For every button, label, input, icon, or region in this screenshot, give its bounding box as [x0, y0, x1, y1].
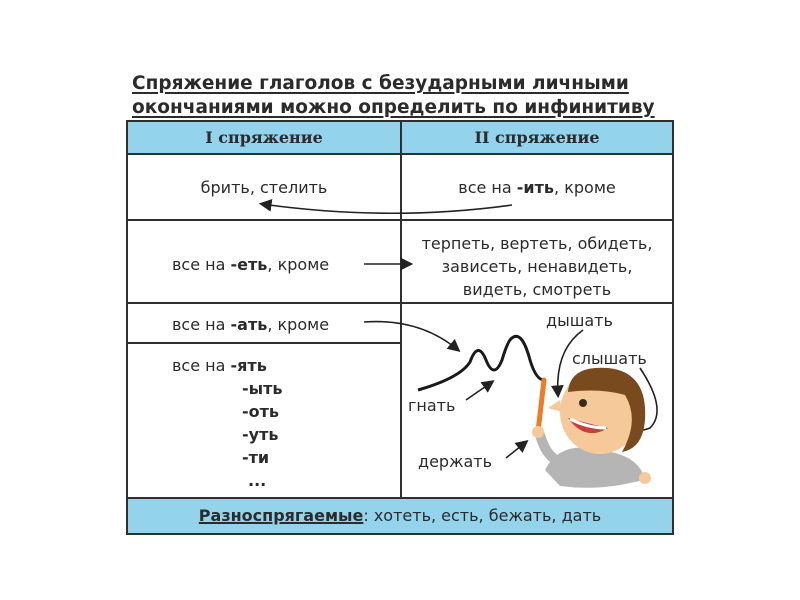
word-hold: держать [418, 452, 493, 471]
word-hear: слышать [572, 349, 647, 368]
row2-left-ending: -еть [230, 255, 268, 274]
word-breathe: дышать [546, 311, 613, 330]
exception-line-3: видеть, смотреть [462, 280, 612, 299]
row-divider-1 [128, 219, 672, 221]
ending-ut: -уть [242, 425, 279, 444]
row1-right-ending: -ить [516, 178, 555, 197]
row3-left-prefix: все на [172, 315, 231, 334]
header-second-conjugation: II спряжение [474, 128, 600, 147]
row1-right-suffix: , кроме [554, 178, 616, 197]
row-divider-2 [128, 302, 672, 304]
word-drive: гнать [408, 396, 456, 415]
footer-text: : хотеть, есть, бежать, дать [363, 506, 602, 525]
row3-left-suffix: , кроме [267, 315, 330, 334]
ending-yat: -ять [230, 356, 267, 375]
title-line-2: окончаниями можно определить по инфинитиву [132, 97, 655, 118]
row3-left-ending: -ать [230, 315, 268, 334]
page-title [132, 72, 692, 120]
row2-left-prefix: все на [172, 255, 231, 274]
row2-left-cell [172, 255, 329, 274]
exception-line-2: зависеть, ненавидеть, [441, 257, 633, 276]
row1-right-prefix: все на [458, 178, 517, 197]
row2-right-cell [402, 232, 672, 301]
row1-left-cell: брить, стелить [200, 178, 328, 197]
header-first-conjugation: I спряжение [205, 128, 323, 147]
row4-prefix: все на [172, 356, 231, 375]
title-line-1: Спряжение глаголов с безударными личными [132, 73, 629, 94]
row1-right-cell [402, 178, 672, 197]
footer-label: Разноспрягаемые [198, 506, 364, 525]
row3-left-cell [172, 315, 329, 334]
footer-irregular [128, 497, 672, 533]
row4-left-cell [172, 354, 283, 492]
ending-yt: -ыть [242, 379, 283, 398]
exception-line-1: терпеть, вертеть, обидеть, [421, 234, 653, 253]
row-divider-3 [128, 342, 400, 344]
row2-left-suffix: , кроме [267, 255, 330, 274]
ending-ti: -ти [242, 448, 270, 467]
ending-ot: -оть [242, 402, 280, 421]
ending-ellipsis: ... [248, 471, 267, 490]
